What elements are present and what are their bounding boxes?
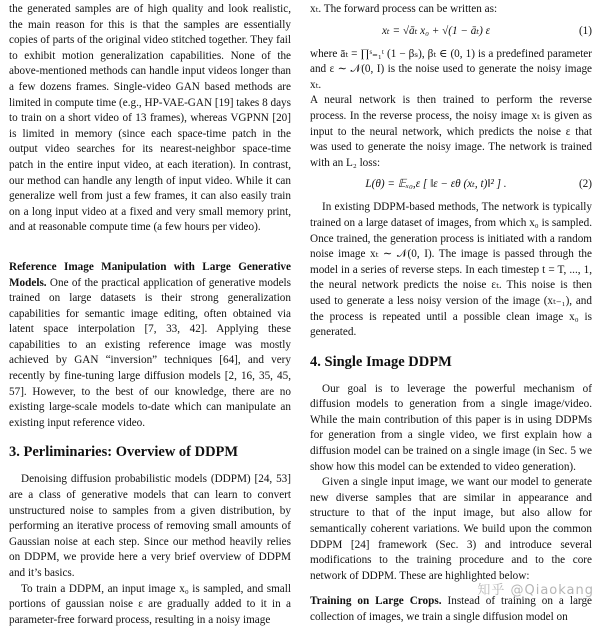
section-heading-preliminaries: 3. Perliminaries: Overview of DDPM bbox=[9, 444, 239, 461]
paragraph-given-single-image: Given a single input image, we want our model to generate new diverse samples that are similar in appearance and structure to that of the input image, but also allow for semantically coherent variations. We build upon the common DDPM [24] framework (Sec. 3) and introduce several modifications to the training procedure and to the core network of DDPM. These are highlighted below: bbox=[310, 476, 592, 582]
section-heading-single-image-ddpm: 4. Single Image DDPM bbox=[310, 353, 452, 370]
paragraph-forward-process: xₜ. The forward process can be written as: bbox=[310, 3, 498, 15]
equation-1-body: xₜ = √āₜ x₀ + √(1 − āₜ) ε bbox=[381, 24, 491, 37]
equation-1-number: (1) bbox=[578, 24, 592, 37]
paragraph-reverse-process: A neural network is then trained to perform the reverse process. In the reverse process, the noisy image xₜ is given as input to the neural network, which predicts the noise ε that was used to generate the noisy image. The network is trained with an L₂ loss: bbox=[310, 94, 592, 169]
paragraph-large-crops-body: Instead of training on a large collection of images, we train a single diffusion model on bbox=[310, 595, 593, 623]
paragraph-alpha-definition: where āₜ = ∏ˢ₌₁ᵗ (1 − βₛ), βₜ ∈ (0, 1) is a predefined parameter and ε ∼ 𝒩(0, I) is the noise used to generate the noisy image xₜ. bbox=[310, 47, 592, 91]
left-column bbox=[9, 2, 291, 628]
paragraph-ddpm-train: To train a DDPM, an input image x₀ is sampled, and small portions of gaussian noise ε are gradually added to it in a parameter-free forward process, resulting in a noisy image bbox=[9, 582, 291, 626]
equation-2-body: L(θ) = 𝔼ₓ₀,ε [ ‖ε − εθ (xₜ, t)‖² ] . bbox=[365, 178, 507, 191]
right-column bbox=[310, 2, 592, 626]
paragraph-title-reference-image: Reference Image Manipulation with Large Generative Models. bbox=[9, 260, 291, 289]
paragraph-reference-image-body: One of the practical application of generative models trained on large datasets is their strong generalization capabilities for semantic image editing, often obtained via latent space interpolation [7, 33, 42]. Applying these capabilities to an existing reference image was mostly achieved by GAN “inversion” techniques [64], and very recently by fine-tuning large diffusion models [2, 16, 35, 45, 57]. However, to the best of our knowledge, there are no existing large-scale models to-date which can manipulate an existing input reference video. bbox=[9, 276, 292, 429]
equation-2 bbox=[310, 175, 592, 197]
watermark: 知乎 @Qiaokang bbox=[477, 583, 594, 599]
paragraph-title-large-crops: Training on Large Crops. bbox=[310, 595, 442, 608]
equation-1 bbox=[310, 22, 592, 44]
paragraph-goal: Our goal is to leverage the powerful mechanism of diffusion models to generation from a single image/video. While the main contribution of this paper is in using DDPMs for generation from a single video, we first explain how a diffusion model can be trained on a single image (in Sec. 5 we show how this model can be extended to video generation). bbox=[310, 382, 592, 473]
paragraph-related-work-video: the generated samples are of high quality and look realistic, the main reason for this is that the samples are essentially copies of parts of the original video stitched together. They fail to exhibit motion generalization capabilities. None of the above-mentioned methods can handle input videos longer than a few dozens frames. Single-video GAN based methods are limited in compute time (e.g., HP-VAE-GAN [19] takes 8 days to train on a short video of 13 frames), whereas VGPNN [20] is limited in memory (since each space-time patch in the output video searches for its nearest-neighbor space-time patch in the entire input video, at each iteration). In contrast, our method can handle any length of input video. While it can generalize well from just a few frames, it can also easily train on a long input video at a fixed and very small memory print, and at reasonable compute time (a few hours per video). bbox=[9, 3, 291, 234]
paragraph-generation-process: In existing DDPM-based methods, The network is typically trained on a large dataset of images, from which x₀ is sampled. Once trained, the generation process is initiated with a random noise image xₜ ∼ 𝒩(0, I). The image is passed through the model in a series of reverse steps. In each timestep t = T, ..., 1, the neural network predicts the noise εₜ. This noise is then used to generate a less noisy version of the image (xₜ₋₁), and the process is repeated until a possible clean image x₀ is generated. bbox=[310, 201, 592, 339]
paragraph-ddpm-intro: Denoising diffusion probabilistic models (DDPM) [24, 53] are a class of generative models that can learn to convert unstructured noise to samples from a given distribution, by performing an iterative process of removing small amounts of Gaussian noise at each step. Since our method heavily relies on DDPM, we provide here a very brief overview of DDPM and it’s basics. bbox=[9, 473, 291, 579]
paragraph-training-large-crops bbox=[310, 594, 592, 625]
equation-2-number: (2) bbox=[578, 178, 592, 191]
paragraph-reference-image bbox=[9, 260, 291, 432]
